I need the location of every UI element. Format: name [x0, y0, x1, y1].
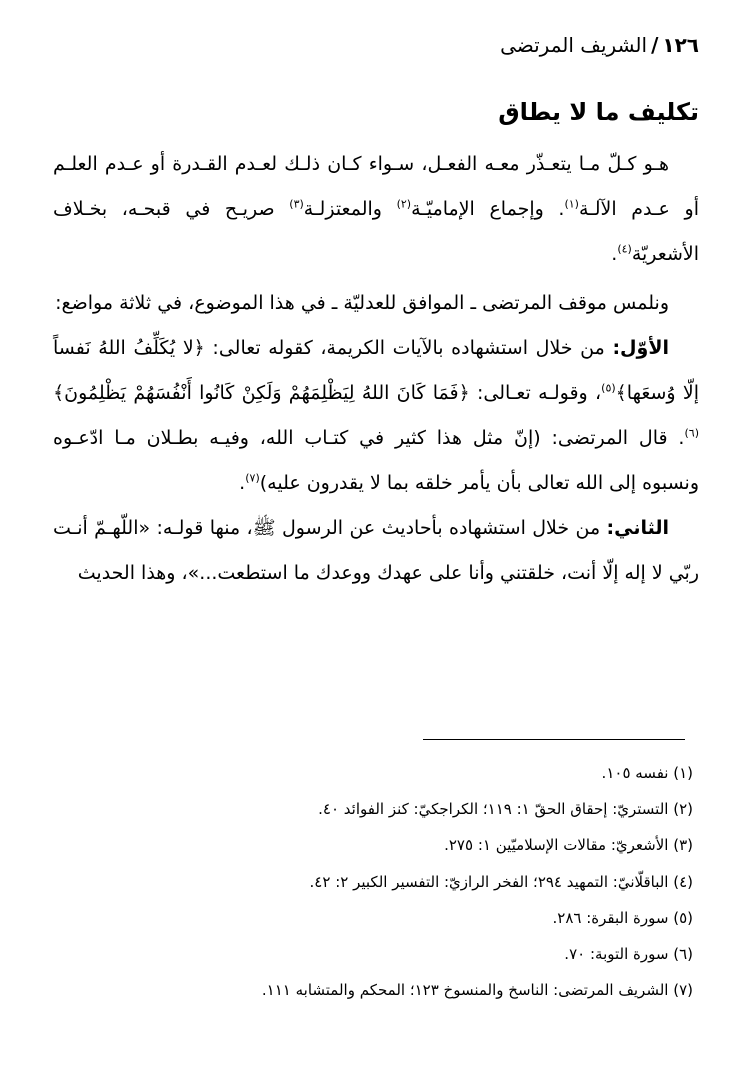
footnote-ref-5[interactable]: (٥): [601, 381, 616, 395]
paragraph-first: [53, 326, 699, 506]
paragraph-definition: [53, 142, 699, 277]
point-label-first: الأوّل:: [612, 337, 669, 359]
footnote-ref-7[interactable]: (٧): [245, 471, 260, 485]
paragraph-intro: [53, 281, 699, 326]
page-number: ١٢٦: [662, 33, 699, 57]
point-label-second: الثاني:: [606, 517, 669, 539]
footnote-ref-6[interactable]: (٦): [684, 426, 699, 440]
text-run: . قال المرتضى: (إنّ مثل هذا كثير في كتـاب الله، وفيـه بطـلان مـا ادّعـوه ونسبوه إلى الله تعالى بأن يأمر خلقه بما لا يقدرون عليه): [53, 427, 699, 494]
footnote-5: (٥) سورة البقرة: ٢٨٦.: [552, 908, 693, 927]
footnote-ref-2[interactable]: (٢): [396, 197, 412, 211]
footnotes: [53, 755, 693, 1008]
paragraph-second: [53, 506, 699, 596]
text-run: ونلمس موقف المرتضى ـ الموافق للعدليّة ـ في هذا الموضوع، في ثلاثة مواضع:: [55, 292, 669, 314]
book-title: الشريف المرتضى: [500, 33, 648, 57]
text-run: صريـح في قبحـه، بخـلاف الأشعريّة: [53, 198, 699, 265]
body-text: [53, 142, 699, 596]
text-run: من خلال استشهاده بالآيات الكريمة، كقوله تعالى: ﴿لا يُكَلِّفُ اللهُ نَفساً إلّا وُسعَها﴾: [53, 337, 699, 404]
text-run: من خلال استشهاده بأحاديث عن الرسول ﷺ، منها قولـه: «اللّهـمّ أنـت ربّي لا إله إلّا أنت، خلقتني وأنا على عهدك ووعدك ما استطعت...»، وهذا الحديث: [53, 517, 699, 584]
footnote-divider: [423, 739, 685, 740]
header-separator: /: [651, 33, 659, 57]
text-run: . وإجماع الإماميّـة: [411, 198, 565, 220]
running-header: [500, 30, 699, 60]
footnote-3: (٣) الأشعريّ: مقالات الإسلاميّين ١: ٢٧٥.: [444, 836, 693, 855]
text-run: هـو كـلّ مـا يتعـذّر معـه الفعـل، سـواء كـان ذلـك لعـدم القـدرة أو عـدم العلـم أو عـدم الآلـة: [53, 153, 699, 220]
text-run: والمعتزلـة: [303, 198, 397, 220]
footnote-2: (٢) التستريّ: إحقاق الحقّ ١: ١١٩؛ الكراجكيّ: كنز الفوائد ٤٠.: [318, 800, 693, 819]
footnote-ref-4[interactable]: (٤): [617, 242, 632, 256]
text-run: .: [239, 472, 246, 494]
footnote-ref-1[interactable]: (١): [564, 197, 579, 211]
section-title: تكليف ما لا يطاق: [498, 98, 699, 126]
footnote-6: (٦) سورة التوبة: ٧٠.: [564, 944, 693, 963]
text-run: .: [611, 243, 618, 265]
footnote-1: (١) نفسه ١٠٥.: [601, 764, 693, 782]
footnote-4: (٤) الباقلّانيّ: التمهيد ٢٩٤؛ الفخر الرازيّ: التفسير الكبير ٢: ٤٢.: [309, 872, 693, 891]
footnote-7: (٧) الشريف المرتضى: الناسخ والمنسوخ ١٢٣؛ المحكم والمتشابه ١١١.: [261, 981, 693, 1000]
text-run: ، وقولـه تعـالى: ﴿فَمَا كَانَ اللهُ لِيَظْلِمَهُمْ وَلَكِنْ كَانُوا أَنْفُسَهُمْ يَظْلِمُونَ﴾: [53, 382, 602, 404]
footnote-ref-3[interactable]: (٣): [289, 197, 304, 211]
